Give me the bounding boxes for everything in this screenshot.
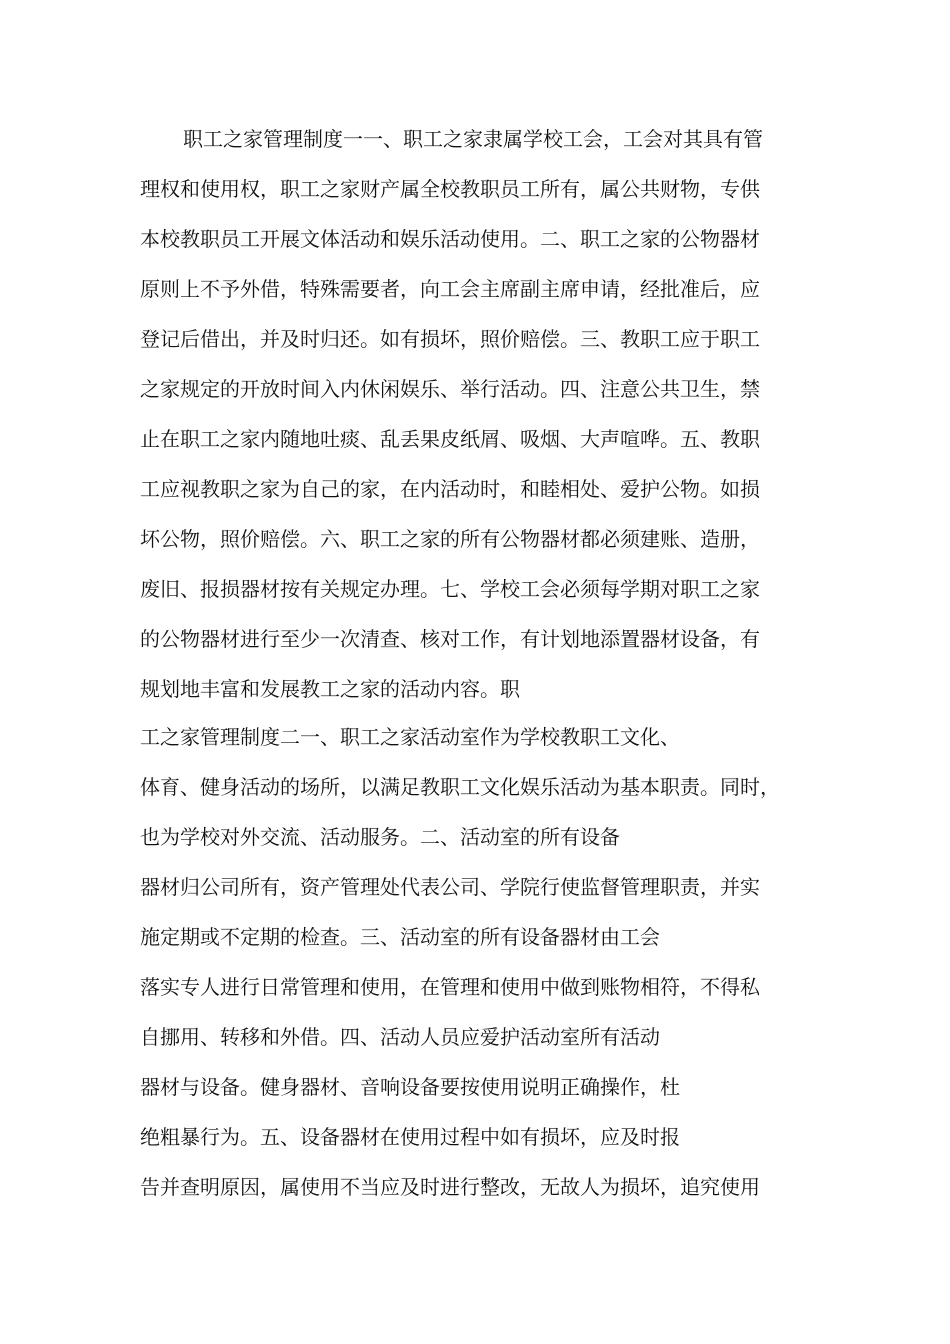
- paragraph-line: 的公物器材进行至少一次清查、核对工作，有计划地添置器材设备，有: [140, 627, 760, 651]
- paragraph-line: 原则上不予外借，特殊需要者，向工会主席副主席申请，经批准后，应: [140, 277, 760, 301]
- paragraph-line: 器材与设备。健身器材、音响设备要按使用说明正确操作，杜: [140, 1075, 680, 1099]
- paragraph-line: 登记后借出，并及时归还。如有损坏，照价赔偿。三、教职工应于职工: [140, 327, 760, 351]
- paragraph-line: 体育、健身活动的场所，以满足教职工文化娱乐活动为基本职责。同时，: [140, 775, 780, 799]
- paragraph-line: 自挪用、转移和外借。四、活动人员应爱护活动室所有活动: [140, 1025, 660, 1049]
- paragraph-line: 落实专人进行日常管理和使用，在管理和使用中做到账物相符，不得私: [140, 975, 760, 999]
- paragraph-line: 之家规定的开放时间入内休闲娱乐、举行活动。四、注意公共卫生，禁: [140, 377, 760, 401]
- paragraph-line: 施定期或不定期的检查。三、活动室的所有设备器材由工会: [140, 925, 660, 949]
- paragraph-line: 止在职工之家内随地吐痰、乱丢果皮纸屑、吸烟、大声喧哗。五、教职: [140, 427, 760, 451]
- paragraph-line: 废旧、报损器材按有关规定办理。七、学校工会必须每学期对职工之家: [140, 577, 760, 601]
- paragraph-line: 器材归公司所有，资产管理处代表公司、学院行使监督管理职责，并实: [140, 875, 760, 899]
- paragraph-line: 也为学校对外交流、活动服务。二、活动室的所有设备: [140, 825, 620, 849]
- paragraph-line: 规划地丰富和发展教工之家的活动内容。职: [140, 677, 520, 701]
- paragraph-line: 工应视教职之家为自己的家，在内活动时，和睦相处、爱护公物。如损: [140, 477, 760, 501]
- paragraph-line: 本校教职员工开展文体活动和娱乐活动使用。二、职工之家的公物器材: [140, 227, 760, 251]
- paragraph-line: 理权和使用权，职工之家财产属全校教职员工所有，属公共财物，专供: [140, 177, 760, 201]
- paragraph-line: 工之家管理制度二一、职工之家活动室作为学校教职工文化、: [140, 725, 680, 749]
- paragraph-line: 职工之家管理制度一一、职工之家隶属学校工会，工会对其具有管: [183, 127, 763, 151]
- paragraph-line: 告并查明原因，属使用不当应及时进行整改，无故人为损坏，追究使用: [140, 1175, 760, 1199]
- paragraph-line: 坏公物，照价赔偿。六、职工之家的所有公物器材都必须建账、造册，: [140, 527, 760, 551]
- paragraph-line: 绝粗暴行为。五、设备器材在使用过程中如有损坏，应及时报: [140, 1125, 680, 1149]
